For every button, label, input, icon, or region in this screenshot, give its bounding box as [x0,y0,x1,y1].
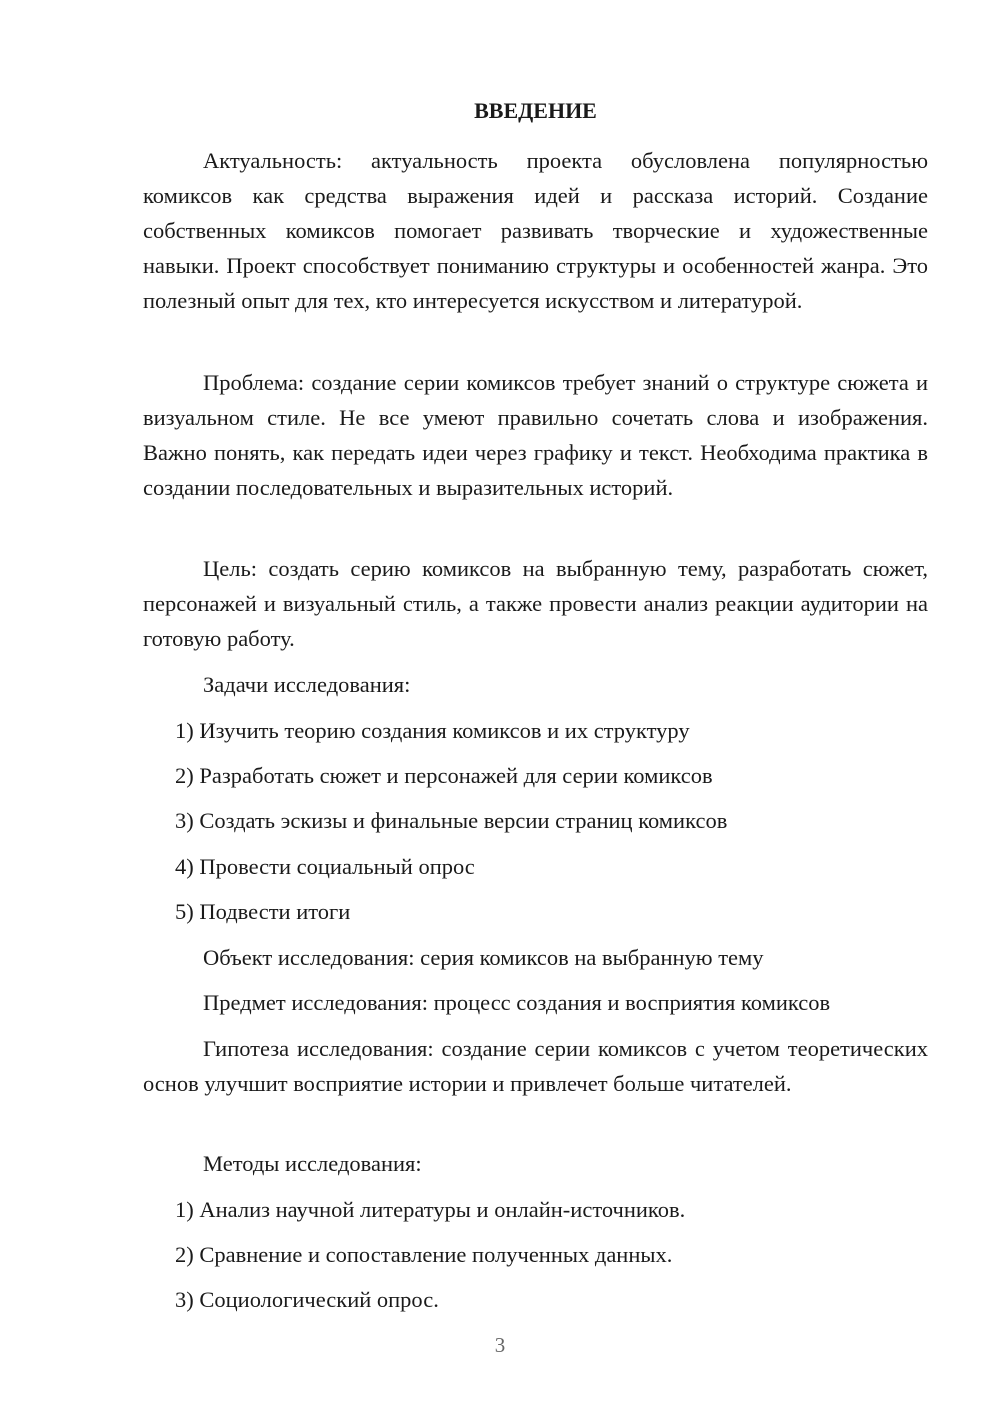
method-item: 2) Сравнение и сопоставление полученных данных. [175,1242,673,1267]
method-item: 1) Анализ научной литературы и онлайн-источников. [175,1197,686,1222]
method-item: 3) Социологический опрос. [175,1287,439,1312]
task-item: 5) Подвести итоги [175,899,351,924]
paragraph-goal: Цель: создать серию комиксов на выбранную тему, разработать сюжет, персонажей и визуальный стиль, а также провести анализ реакции аудитории на готовую работу. [143,556,928,651]
methods-heading: Методы исследования: [203,1151,422,1176]
paragraph-problem: Проблема: создание серии комиксов требует знаний о структуре сюжета и визуальном стиле. Не все умеют правильно сочетать слова и изображения. Важно понять, как передать идеи через графику и текст. Необходима практика в создании последовательных и выразительных историй. [143,370,928,500]
paragraph-relevance: Актуальность: актуальность проекта обусловлена популярностью комиксов как средства выражения идей и рассказа историй. Создание собственных комиксов помогает развивать творческие и художественные навыки. Проект способствует пониманию структуры и особенностей жанра. Это полезный опыт для тех, кто интересуется искусством и литературой. [143,148,928,313]
task-item: 3) Создать эскизы и финальные версии страниц комиксов [175,808,728,833]
tasks-heading: Задачи исследования: [203,672,411,697]
task-item: 1) Изучить теорию создания комиксов и их структуру [175,718,690,743]
task-item: 2) Разработать сюжет и персонажей для серии комиксов [175,763,713,788]
research-object: Объект исследования: серия комиксов на выбранную тему [203,945,764,970]
paragraph-hypothesis: Гипотеза исследования: создание серии комиксов с учетом теоретических основ улучшит восприятие истории и привлечет больше читателей. [143,1036,928,1096]
research-subject: Предмет исследования: процесс создания и восприятия комиксов [203,990,831,1015]
task-item: 4) Провести социальный опрос [175,854,475,879]
page-title: ВВЕДЕНИЕ [474,98,597,123]
page-number: 3 [494,1333,506,1357]
